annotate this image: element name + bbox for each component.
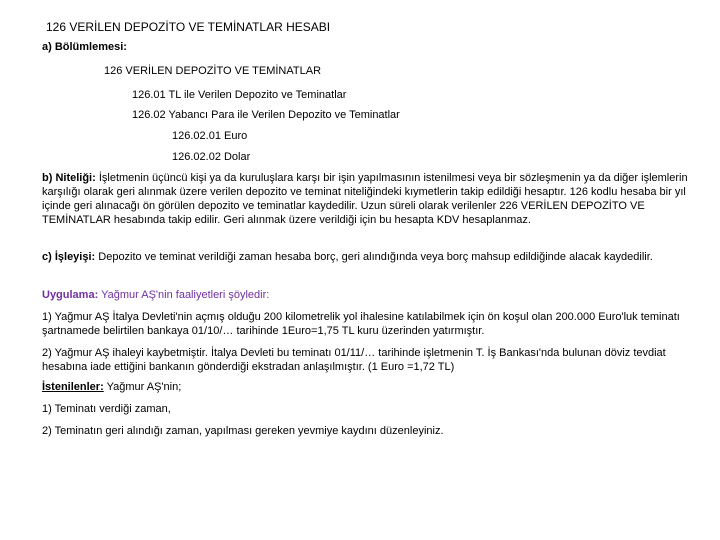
page-title: 126 VERİLEN DEPOZİTO VE TEMİNATLAR HESABI (46, 20, 331, 34)
event-item: 1) Yağmur AŞ İtalya Devleti'nin açmış olduğu 200 kilometrelik yol ihalesine katılabilmek için ön koşul olan 200.000 Euro'luk teminatı şartnamede belirtilen bankaya 01/10/… tarihinde 1Euro=1,75 TL kuru üzerinden yatırmıştır. (42, 311, 680, 337)
example-label: Uygulama: (42, 289, 99, 301)
requested-item: 1) Teminatı verdiği zaman, (42, 403, 171, 415)
requested-intro (42, 380, 702, 394)
section-b-paragraph (42, 171, 702, 227)
section-c-text: Depozito ve teminat verildiği zaman hesaba borç, geri alındığında veya borç mahsup edildiğinde alacak kaydedilir. (95, 251, 653, 263)
section-c-label: c) İşleyişi: (42, 251, 96, 263)
account-item: 126 VERİLEN DEPOZİTO VE TEMİNATLAR (104, 65, 322, 77)
event-item: 2) Yağmur AŞ ihaleyi kaybetmiştir. İtalya Devleti bu teminatı 01/11/… tarihinde işletmenin T. İş Bankası'nda bulunan döviz tevdiat hesabına iade ettiğini bankanın gönderdiği ekstradan anlaşılmıştır. (1 Euro =1,72 TL) (42, 347, 666, 373)
section-b-label: b) Niteliği: (42, 172, 96, 184)
section-b-text: İşletmenin üçüncü kişi ya da kuruluşlara karşı bir işin yapılmasının istenilmesi veya bir sözleşmenin ya da diğer işlemlerin karşılığı olarak geri alınmak üzere verilen depozito ve teminat niteliğindeki kıymetlerin takip edildiği hesaptır. 126 kodlu hesaba bir yıl içinde geri alınacağı ön görülen depozito ve teminatlar kaydedilir. Uzun süreli olarak verilenler 226 VERİLEN DEPOZİTO VE TEMİNATLAR hesabında takip edilir. Geri alınmak üzere verildiği için bu hesapta KDV hesaplanmaz. (42, 172, 688, 226)
example-text: Yağmur AŞ'nin faaliyetleri şöyledir: (98, 289, 270, 301)
section-c-paragraph (42, 250, 702, 264)
example-intro (42, 288, 702, 302)
requested-item: 2) Teminatın geri alındığı zaman, yapılması gereken yevmiye kaydını düzenleyiniz. (42, 425, 444, 437)
account-item: 126.02.01 Euro (172, 130, 248, 142)
section-a-heading: a) Bölümlemesi: (42, 41, 127, 53)
account-item: 126.01 TL ile Verilen Depozito ve Teminatlar (132, 89, 347, 101)
requested-label: İstenilenler: (42, 381, 104, 393)
account-item: 126.02 Yabancı Para ile Verilen Depozito ve Teminatlar (132, 109, 400, 121)
account-item: 126.02.02 Dolar (172, 151, 251, 163)
requested-text: Yağmur AŞ'nin; (103, 381, 182, 393)
